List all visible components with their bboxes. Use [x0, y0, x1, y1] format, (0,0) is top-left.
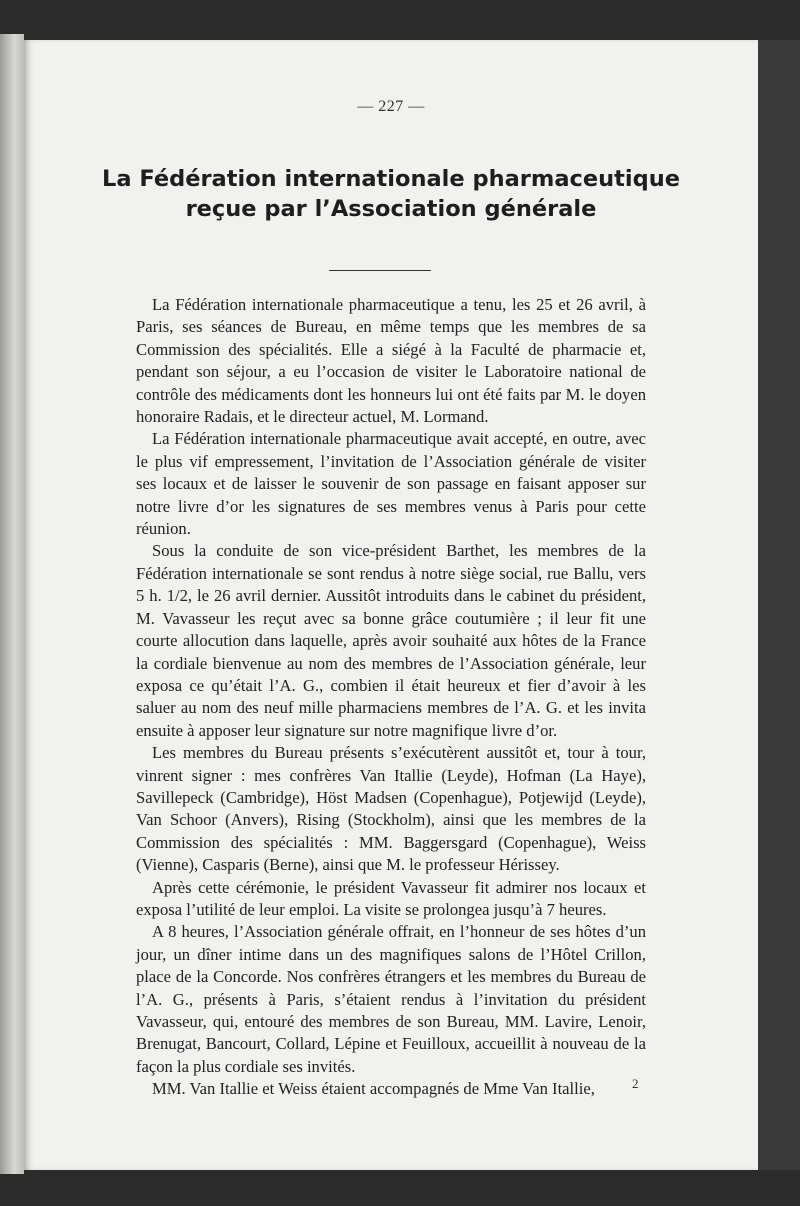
signature-mark: 2	[632, 1076, 639, 1091]
paragraph-6: A 8 heures, l’Association générale offrait, en l’honneur de ses hôtes d’un jour, un dîner intime dans un des magnifiques salons de l’Hôtel Crillon, place de la Concorde. Nos confrères étrangers et les membres du Bureau de l’A. G., présents à Paris, s’étaient rendus à l’invitation du président Vavasseur, qui, entouré des membres de son Bureau, MM. Lavire, Lenoir, Brenugat, Bancourt, Collard, Lépine et Feuilloux, accueillit à nouveau de la façon la plus cordiale ses invités.	[136, 922, 646, 1076]
document-page	[24, 40, 758, 1170]
facing-page-edge	[0, 34, 24, 1174]
paragraph-1: La Fédération internationale pharmaceutique a tenu, les 25 et 26 avril, à Paris, ses séances de Bureau, en même temps que les membres de sa Commission des spécialités. Elle a siégé à la Faculté de pharmacie et, pendant son séjour, a eu l’occasion de visiter le Laboratoire national de contrôle des médicaments dont les honneurs lui ont été faits par M. le doyen honoraire Radais, et le directeur actuel, M. Lormand.	[136, 295, 646, 427]
paragraph-7: MM. Van Itallie et Weiss étaient accompagnés de Mme Van Itallie,	[152, 1079, 595, 1099]
article-body	[136, 294, 646, 1101]
title-line-1: La Fédération internationale pharmaceutique	[102, 166, 680, 192]
paragraph-4: Les membres du Bureau présents s’exécutèrent aussitôt et, tour à tour, vinrent signer : mes confrères Van Itallie (Leyde), Hofman (La Haye), Savillepeck (Cambridge), Höst Madsen (Copenhague), Potjewijd (Leyde), Van Schoor (Anvers), Rising (Stockholm), ainsi que les membres de la Commission des spécialités : MM. Baggersgard (Copenhague), Weiss (Vienne), Casparis (Berne), ainsi que M. le professeur Hérissey.	[136, 743, 646, 875]
paragraph-3: Sous la conduite de son vice-président Barthet, les membres de la Fédération internationale se sont rendus à notre siège social, rue Ballu, vers 5 h. 1/2, le 26 avril dernier. Aussitôt introduits dans le cabinet du président, M. Vavasseur les reçut avec sa bonne grâce coutumière ; il leur fit une courte allocution dans laquelle, après avoir souhaité aux hôtes de la France la cordiale bienvenue au nom des membres de l’Association générale, leur exposa ce qu’était l’A. G., combien il était heureux et fier d’avoir à les saluer au nom des neuf mille pharmaciens membres de l’A. G. et les invita ensuite à apposer leur signature sur notre magnifique livre d’or.	[136, 541, 646, 740]
paragraph-2: La Fédération internationale pharmaceutique avait accepté, en outre, avec le plus vif empressement, l’invitation de l’Association générale de visiter ses locaux et de laisser le souvenir de son passage en faisant apposer sur notre livre d’or les signatures de ses membres venus à Paris pour cette réunion.	[136, 429, 646, 539]
page-number: — 227 —	[357, 98, 425, 115]
scan-margin	[758, 40, 800, 1170]
paragraph-5: Après cette cérémonie, le président Vavasseur fit admirer nos locaux et exposa l’utilité de leur emploi. La visite se prolongea jusqu’à 7 heures.	[136, 877, 646, 919]
title-line-2: reçue par l’Association générale	[185, 196, 597, 222]
article-title	[84, 164, 698, 224]
title-divider	[329, 270, 431, 271]
